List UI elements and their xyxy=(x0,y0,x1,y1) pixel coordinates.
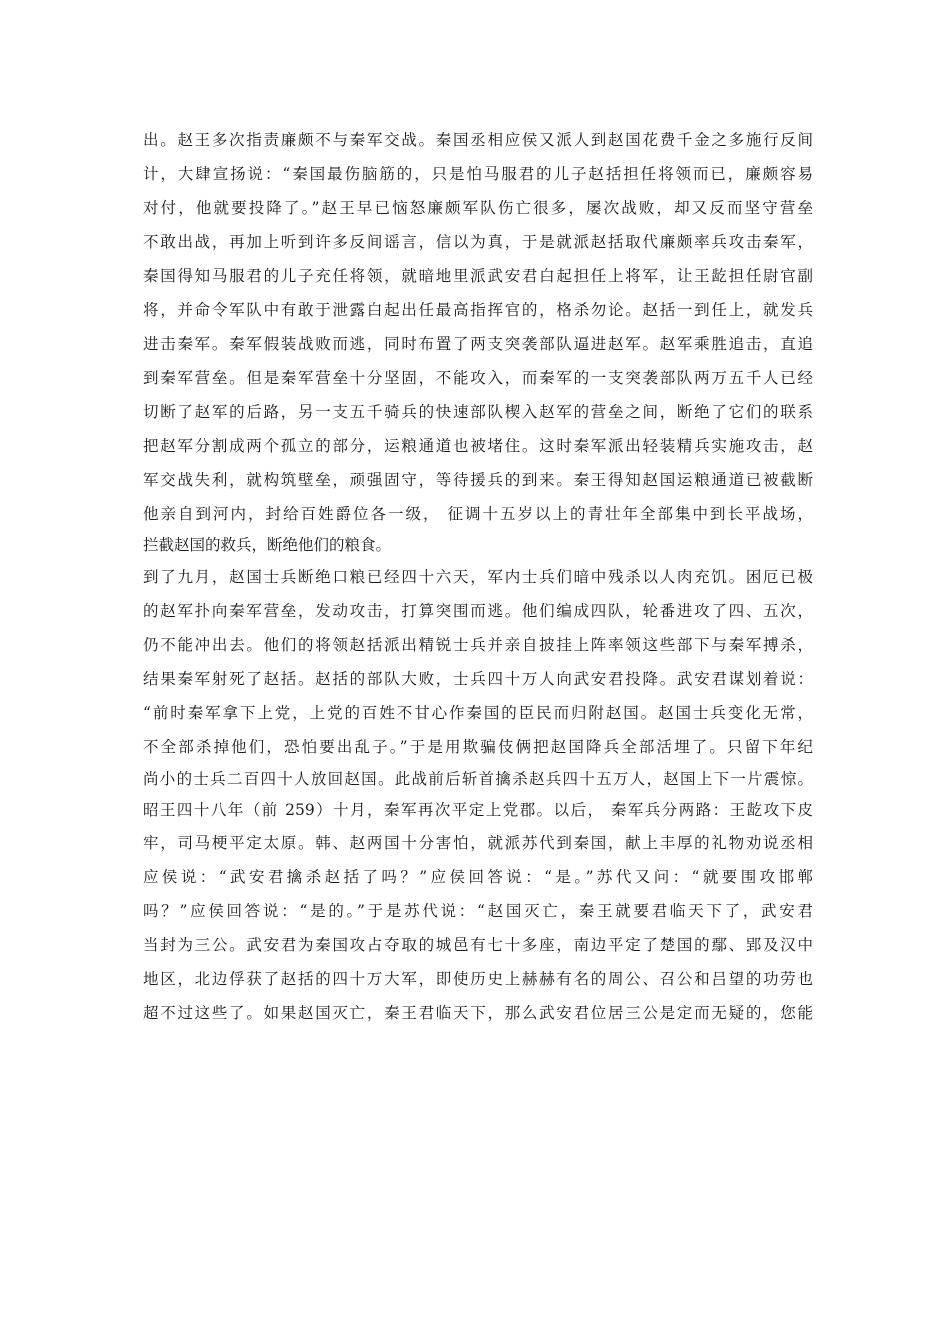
text-line: 仍不能冲出去。他们的将领赵括派出精锐士兵并亲自披挂上阵率领这些部下与秦军搏杀， xyxy=(143,636,813,654)
text-line: 切断了赵军的后路，另一支五千骑兵的快速部队楔入赵军的营垒之间，断绝了它们的联系 xyxy=(143,403,813,421)
text-line: 应侯说：“武安君擒杀赵括了吗？”应侯回答说：“是。”苏代又问：“就要围攻邯郸 xyxy=(143,868,813,886)
text-line: 吗？”应侯回答说：“是的。”于是苏代说：“赵国灭亡，秦王就要君临天下了，武安君 xyxy=(143,902,813,920)
text-line: 拦截赵国的救兵，断绝他们的粮食。 xyxy=(143,536,392,554)
text-line: 当封为三公。武安君为秦国攻占夺取的城邑有七十多座，南边平定了楚国的鄢、郢及汉中 xyxy=(143,936,813,954)
text-line: 地区，北边俘获了赵括的四十万大军，即使历史上赫赫有名的周公、召公和吕望的功劳也 xyxy=(143,970,813,988)
text-line: 尚小的士兵二百四十人放回赵国。此战前后斩首擒杀赵兵四十五万人，赵国上下一片震惊。 xyxy=(143,770,813,788)
text-line: “前时秦军拿下上党，上党的百姓不甘心作秦国的臣民而归附赵国。赵国士兵变化无常， xyxy=(143,704,813,722)
text-line: 他亲自到河内，封给百姓爵位各一级， 征调十五岁以上的青壮年全部集中到长平战场， xyxy=(143,505,813,523)
document-text xyxy=(143,123,813,1030)
text-line: 将，并命令军队中有敢于泄露白起出任最高指挥官的，格杀勿论。赵括一到任上，就发兵 xyxy=(143,301,813,319)
text-line: 到秦军营垒。但是秦军营垒十分坚固，不能攻入，而秦军的一支突袭部队两万五千人已经 xyxy=(143,369,813,387)
text-line: 结果秦军射死了赵括。赵括的部队大败，士兵四十万人向武安君投降。武安君谋划着说： xyxy=(143,670,813,688)
text-line: 超不过这些了。如果赵国灭亡，秦王君临天下，那么武安君位居三公是定而无疑的，您能 xyxy=(143,1004,813,1022)
text-line: 到了九月，赵国士兵断绝口粮已经四十六天，军内士兵们暗中残杀以人肉充饥。困厄已极 xyxy=(143,568,813,586)
text-line: 不敢出战，再加上听到许多反间谣言，信以为真，于是就派赵括取代廉颇率兵攻击秦军， xyxy=(143,233,813,251)
text-line: 把赵军分割成两个孤立的部分，运粮通道也被堵住。这时秦军派出轻装精兵实施攻击，赵 xyxy=(143,437,813,455)
text-line: 牢，司马梗平定太原。韩、赵两国十分害怕，就派苏代到秦国，献上丰厚的礼物劝说丞相 xyxy=(143,834,813,852)
text-line: 出。赵王多次指责廉颇不与秦军交战。秦国丞相应侯又派人到赵国花费千金之多施行反间 xyxy=(143,131,813,149)
text-line: 秦国得知马服君的儿子充任将领，就暗地里派武安君白起担任上将军，让王龁担任尉官副 xyxy=(143,267,813,285)
text-line: 的赵军扑向秦军营垒，发动攻击，打算突围而逃。他们编成四队，轮番进攻了四、五次， xyxy=(143,602,813,620)
text-line: 进击秦军。秦军假装战败而逃，同时布置了两支突袭部队逼进赵军。赵军乘胜追击，直追 xyxy=(143,335,813,353)
text-line: 昭王四十八年（前 259）十月，秦军再次平定上党郡。以后， 秦军兵分两路：王龁攻下皮 xyxy=(143,801,813,819)
text-line: 对付，他就要投降了。”赵王早已恼怒廉颇军队伤亡很多，屡次战败，却又反而坚守营垒 xyxy=(143,199,813,217)
text-line: 不全部杀掉他们，恐怕要出乱子。”于是用欺骗伎俩把赵国降兵全部活埋了。只留下年纪 xyxy=(143,738,813,756)
text-line: 军交战失利，就构筑壁垒，顽强固守，等待援兵的到来。秦王得知赵国运粮通道已被截断 xyxy=(143,471,813,489)
text-line: 计，大肆宣扬说：“秦国最伤脑筋的，只是怕马服君的儿子赵括担任将领而已，廉颇容易 xyxy=(143,165,813,183)
